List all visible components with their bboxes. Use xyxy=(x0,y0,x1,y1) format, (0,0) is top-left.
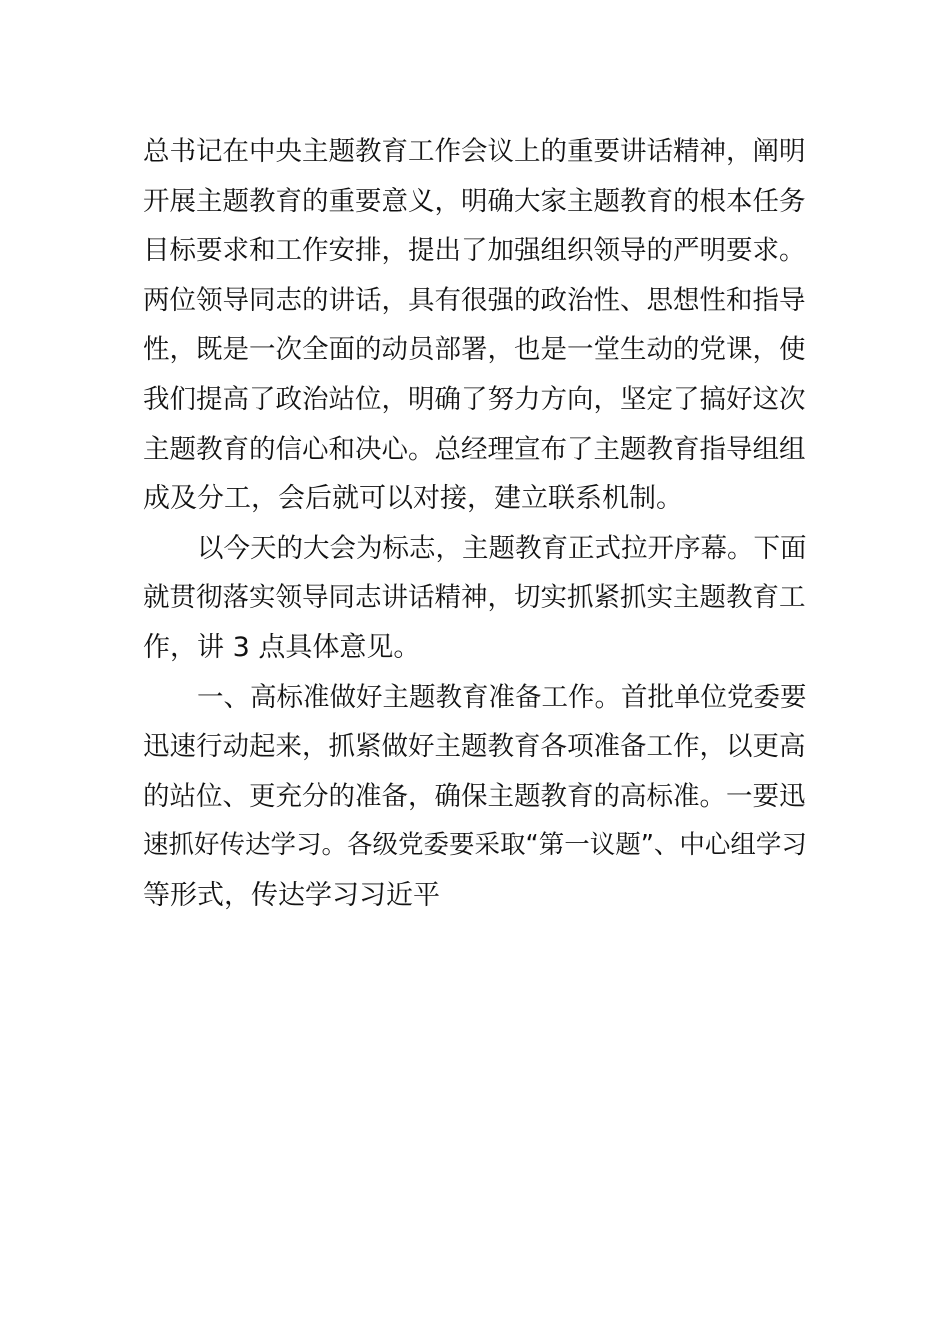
paragraph-line: 性，既是一次全面的动员部署，也是一堂生动的党课，使 xyxy=(143,334,806,366)
paragraph-2 xyxy=(143,524,808,673)
paragraph-line: 以今天的大会为标志，主题教育正式拉开序幕。下面 xyxy=(197,532,807,564)
paragraph-line: 作，讲 3 点具体意见。 xyxy=(143,631,421,663)
document-body xyxy=(143,127,808,921)
paragraph-line: 速抓好传达学习。各级党委要采取“第一议题”、中心组学习 xyxy=(143,830,807,861)
paragraph-line: 一、高标准做好主题教育准备工作。首批单位党委要 xyxy=(197,681,807,713)
paragraph-line: 迅速行动起来，抓紧做好主题教育各项准备工作，以更高 xyxy=(143,731,806,763)
paragraph-line: 开展主题教育的重要意义，明确大家主题教育的根本任务 xyxy=(143,185,806,217)
paragraph-line: 主题教育的信心和决心。总经理宣布了主题教育指导组组 xyxy=(143,433,806,465)
paragraph-line: 两位领导同志的讲话，具有很强的政治性、思想性和指导 xyxy=(143,284,806,316)
paragraph-line: 目标要求和工作安排，提出了加强组织领导的严明要求。 xyxy=(143,235,806,267)
paragraph-line: 成及分工，会后就可以对接，建立联系机制。 xyxy=(143,483,683,515)
paragraph-line: 等形式，传达学习习近平 xyxy=(143,879,440,911)
paragraph-3 xyxy=(143,673,808,921)
paragraph-line: 的站位、更充分的准备，确保主题教育的高标准。一要迅 xyxy=(143,780,806,812)
paragraph-line: 我们提高了政治站位，明确了努力方向，坚定了搞好这次 xyxy=(143,383,806,415)
paragraph-line: 总书记在中央主题教育工作会议上的重要讲话精神，阐明 xyxy=(143,136,806,167)
paragraph-1 xyxy=(143,127,808,524)
paragraph-line: 就贯彻落实领导同志讲话精神，切实抓紧抓实主题教育工 xyxy=(143,582,806,614)
